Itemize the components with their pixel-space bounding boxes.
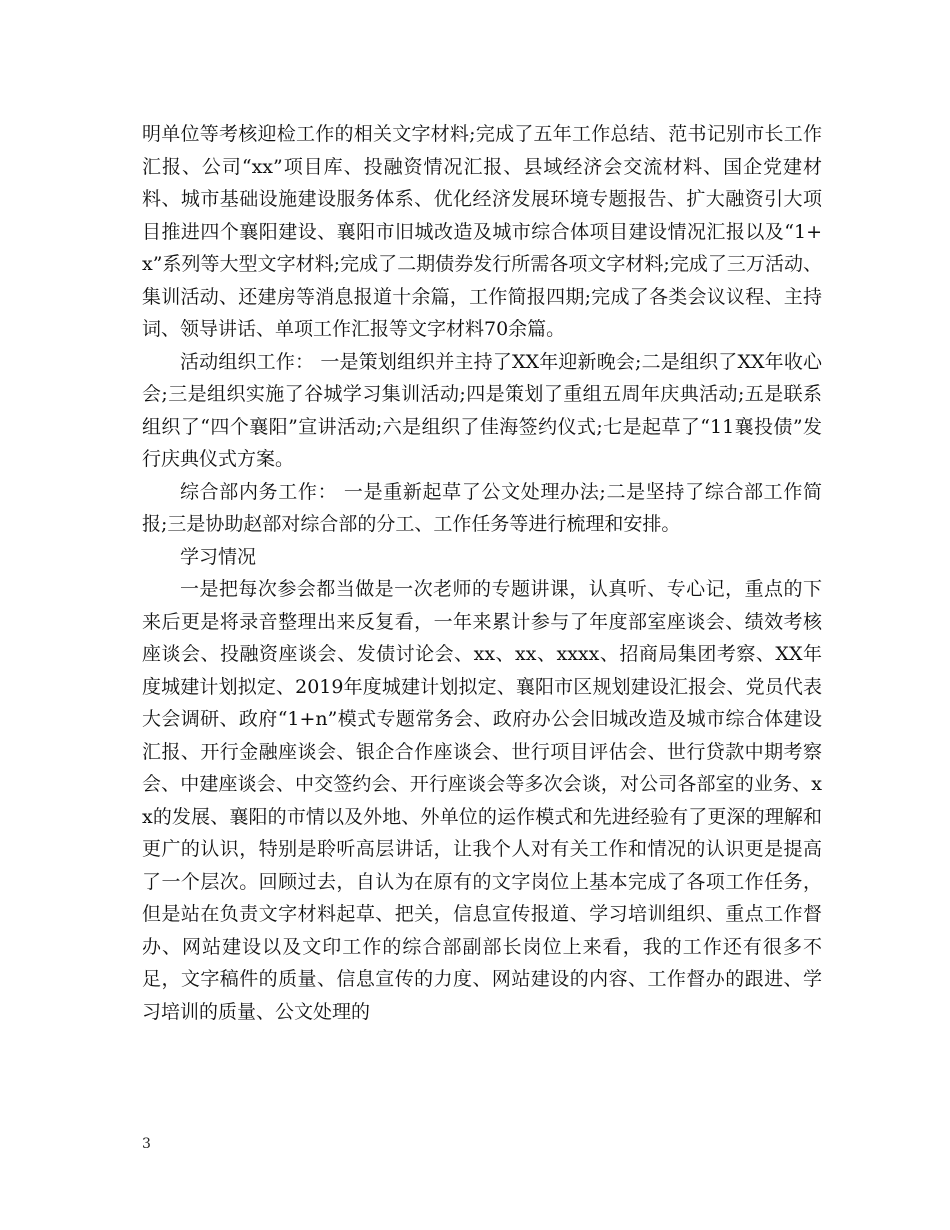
document-body [142, 118, 822, 1028]
page-number: 3 [142, 1136, 151, 1152]
paragraph-activity-organization: 活动组织工作： 一是策划组织并主持了XX年迎新晚会;二是组织了XX年收心会;三是组织实施了谷城学习集训活动;四是策划了重组五周年庆典活动;五是联系组织了“四个襄阳”宣讲活动;六是组织了佳海签约仪式;七是起草了“11襄投债”发行庆典仪式方案。 [142, 350, 822, 470]
paragraph-internal-affairs: 综合部内务工作： 一是重新起草了公文处理办法;二是坚持了综合部工作简报;三是协助赵部对综合部的分工、工作任务等进行梳理和安排。 [142, 480, 822, 535]
section-heading-study: 学习情况 [180, 545, 257, 568]
paragraph-study: 一是把每次参会都当做是一次老师的专题讲课，认真听、专心记，重点的下来后更是将录音整理出来反复看，一年来累计参与了年度部室座谈会、绩效考核座谈会、投融资座谈会、发债讨论会、xx、xx、xxxx、招商局集团考察、XX年度城建计划拟定、2019年度城建计划拟定、襄阳市区规划建设汇报会、党员代表大会调研、政府“1+n”模式专题常务会、政府办公会旧城改造及城市综合体建设汇报、开行金融座谈会、银企合作座谈会、世行项目评估会、世行贷款中期考察会、中建座谈会、中交签约会、开行座谈会等多次会谈，对公司各部室的业务、xx的发展、襄阳的市情以及外地、外单位的运作模式和先进经验有了更深的理解和更广的认识，特别是聆听高层讲话，让我个人对有关工作和情况的认识更是提高了一个层次。回顾过去，自认为在原有的文字岗位上基本完成了各项工作任务，但是站在负责文字材料起草、把关，信息宣传报道、学习培训组织、重点工作督办、网站建设以及文印工作的综合部副部长岗位上来看，我的工作还有很多不足，文字稿件的质量、信息宣传的力度、网站建设的内容、工作督办的跟进、学习培训的质量、公文处理的 [142, 578, 822, 1023]
paragraph-continuation: 明单位等考核迎检工作的相关文字材料;完成了五年工作总结、范书记别市长工作汇报、公司“xx”项目库、投融资情况汇报、县域经济会交流材料、国企党建材料、城市基础设施建设服务体系、优化经济发展环境专题报告、扩大融资引大项目推进四个襄阳建设、襄阳市旧城改造及城市综合体项目建设情况汇报以及“1+x”系列等大型文字材料;完成了二期债券发行所需各项文字材料;完成了三万活动、集训活动、还建房等消息报道十余篇，工作简报四期;完成了各类会议议程、主持词、领导讲话、单项工作汇报等文字材料70余篇。 [142, 123, 822, 340]
